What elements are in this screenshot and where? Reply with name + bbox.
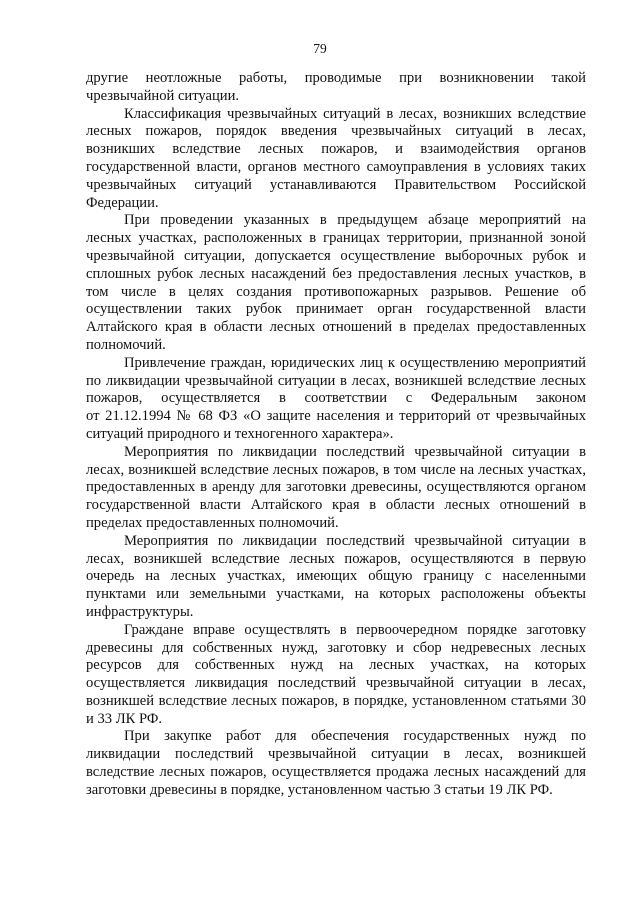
page-number: 79 [313,41,327,56]
paragraph-classification: Классификация чрезвычайных ситуаций в лесах, возникших вследствие лесных пожаров, порядок введения чрезвычайных ситуаций в лесах, возникших вследствие лесных пожаров, и взаимодействия органов государственной власти, органов местного самоуправления в условиях таких чрезвычайных ситуаций устанавливаются Правительством Российской Федерации. [86,105,586,211]
paragraph-procurement: При закупке работ для обеспечения государственных нужд по ликвидации последствий чрезвычайной ситуации в лесах, возникшей вследствие лесных пожаров, осуществляется продажа лесных насаждений для заготовки древесины в порядке, установленном частью 3 статьи 19 ЛК РФ. [86,728,586,798]
paragraph-involvement: Привлечение граждан, юридических лиц к осуществлению мероприятий по ликвидации чрезвычайной ситуации в лесах, возникшей вследствие лесных пожаров, осуществляется в соответствии с Федеральным законом [86,354,586,407]
body-text [86,70,586,800]
paragraph-federal-law: от 21.12.1994 № 68 ФЗ «О защите населения и территорий от чрезвычайных ситуаций природного и техногенного характера». [86,408,586,442]
paragraph-felling: При проведении указанных в предыдущем абзаце мероприятий на лесных участках, расположенных в границах территории, признанной зоной чрезвычайной ситуации, допускается осуществление выборочных рубок и сплошных рубок лесных насаждений без предоставления лесных участков, в том числе в целях создания противопожарных разрывов. Решение об осуществлении таких рубок принимает орган государственной власти Алтайского края в области лесных отношений в пределах предоставленных полномочий. [86,212,586,353]
paragraph-priority-plots: Мероприятия по ликвидации последствий чрезвычайной ситуации в лесах, возникшей вследствие лесных пожаров, осуществляются в первую очередь на лесных участках, имеющих общую границу с населенными пунктами или земельными участками, на которых расположены объекты инфраструктуры. [86,532,586,620]
paragraph-citizens-rights: Граждане вправе осуществлять в первоочередном порядке заготовку древесины для собственных нужд, заготовку и сбор недревесных лесных ресурсов для собственных нужд на лесных участках, на которых осуществляется ликвидация последствий чрезвычайной ситуации в лесах, возникшей вследствие лесных пожаров, в порядке, установленном статьями 30 и 33 ЛК РФ. [86,621,586,727]
paragraph-leased-plots: Мероприятия по ликвидации последствий чрезвычайной ситуации в лесах, возникшей вследствие лесных пожаров, в том числе на лесных участках, предоставленных в аренду для заготовки древесины, осуществляются органом государственной власти Алтайского края в области лесных отношений в пределах предоставленных полномочий. [86,443,586,531]
paragraph-continuation: другие неотложные работы, проводимые при возникновении такой чрезвычайной ситуации. [86,70,586,104]
